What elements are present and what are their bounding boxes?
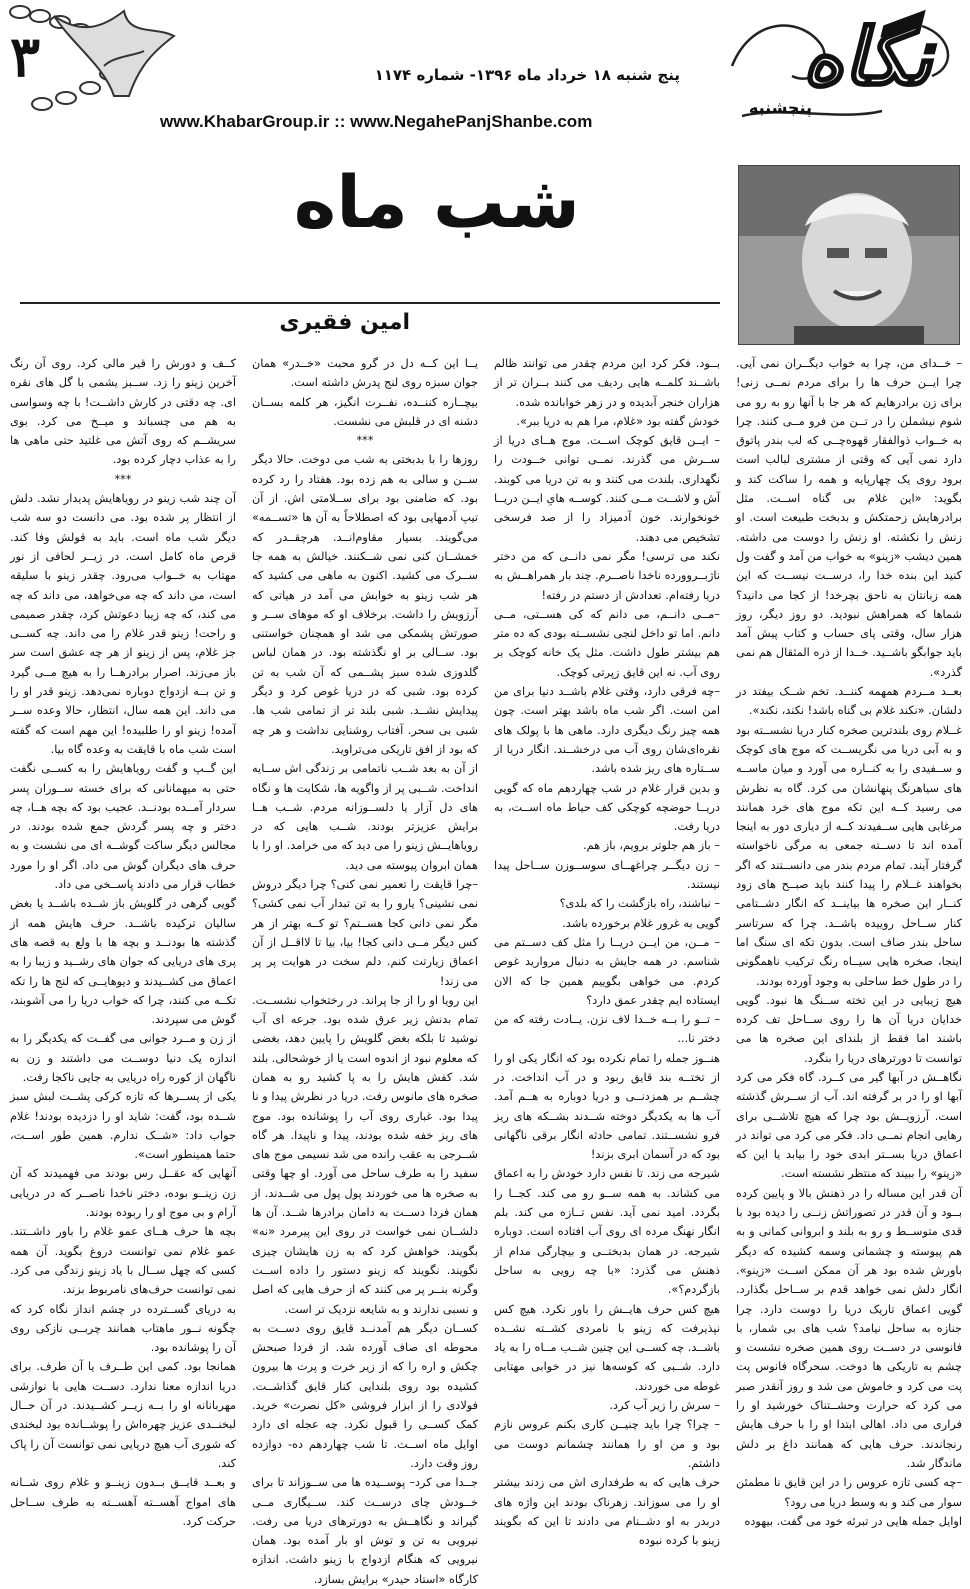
section-separator: *** bbox=[114, 472, 132, 486]
paragraph: روزها را با بدبختی به شب می دوخت. حالا دیگر ســن و سالی به هم زده بود. هفتاد را رد کرده بود. که ضامنی بود برای ســلامتی اش. از آن تیپ آدمهایی بود که اصطلاحاً به آن ها «تســمه» می‌گویند. بسیار مقاوم‌انــد. هرچقــدر که خمشــان کنی نمی شــکنند. خیالش به همه جا ســرک می کشید. اکنون به ماهی می کشید که هر شب زینو به خوابش می آمد در هیاتی که آرزویش را داشت. برخلاف او که موهای ســر و صورتش پشمکی می شد او همچنان خواستنی بود. ســالی بر او نگذشته بود. در همان لباس گلدوزی شده سبز پشــمی که آن شب به تن کرده بود. شبی که در دریا غوص کرد و دیگر پیدایش نشــد. شبی بلند تر از تمامی شب ها. شبی بی سحر. آفتاب روشنایی نداشت و هر چه که بود از افق تاریکی می‌تراوید. bbox=[252, 453, 478, 756]
paragraph: نگاهــش در آبها گیر می کــرد. گاه فکر می کرد آبها او را در بر گرفته اند. آب از ســرش گذشته است. آرزویــش بود چرا که هیچ تلاشــی برای رهایی انجام نمــی داد. فکر می کرد می تواند در اعماق دریا بســتر ابدی خود را بیابد یا این که «زینو» را ببیند که منتظر نشسته است. bbox=[736, 1070, 962, 1181]
paragraph: – باز هم جلوتر برویم، باز هم. bbox=[583, 839, 720, 853]
paragraph: همانجا بود. کمی این طــرف یا آن طرف. برای دریا اندازه معنا ندارد. دســت هایی با نوازشی مهربانانه او را بــه زیــر کشــیدند. در آن حــال لبخنــدی عزیز چهره‌اش را پوشــانده بود لبخندی که شوری آب هیچ دریایی نمی توانست آن را پاک کند. bbox=[10, 1360, 236, 1470]
paragraph: یــا این کــه دل در گرو محبت «خــدر» همان جوان سبزه روی لنج پدرش داشته است. bbox=[252, 357, 478, 390]
paragraph: آن قدر این مساله را در ذهنش بالا و پایین کرده بــود و آن قدر در تصوراتش زنــی را دیده بود با قدی متوســط و رو به بلند و ابروانی کمانی و به هم پیوسته و چشمانی وسمه کشیده که دیگر باورش شده بود هر آن ممکن اســت «زینو». انگار دلش نمی خواهد قدم بر ســاحل بگذارد. گویی اعماق تاریک دریا را دوست دارد. چرا جنازه به ساحل نیامد؟ شب های بی شمار، با فانوسی در دســت روی همین صخره نشست و چشم به تاریکی ها دوخت. سحرگاه فانوس پت پت می کرد و خاموش می شد و روز آنقدر صبر می کرد که حرارت وحشــتناک خورشید او را فراری می داد. اهالی ابتدا او را با حرف هایش رنجاندند. حرف هایی که همانند داغ بر دلش ماندگار شد. bbox=[736, 1186, 962, 1470]
paragraph: – خــدای من، چرا به خواب دیگــران نمی آیی. چرا ایــن حرف ها را برای مردم نمــی زنی! برای زن برادرهایم که هر جا با آنها رو به رو می شوم نیشملن را در تــن من فرو مــی کنند. چرا به خــواب ذوالفقار قهوه‌چــی که لب بندر پاتوق دارد نمی آیی که وقتی از مشتری لبالب است برود روی یک چهارپایه و همه را ساکت کند و بگوید: «این غلام بی گناه اســت. مثل برادرهایش زحمتکش و بدبخت طبیعت است. او زنش را نکشته. او زنش را دوست می داشته. همین دیشب «زینو» به خواب من آمد و گفت ول کنید این بنده خدا را، درســت نیســت که این همه زبانتان به ناحق بچرخد! از کجا می دانید؟ شماها که همراهش نبودید. دو روز دیگر، روز هزار سال، وقتی پای حساب و کتاب پیش آمد باید جوابگو باشــید. خــدا از ذره المثقال هم نمی گذرد». bbox=[736, 357, 962, 679]
masthead bbox=[0, 0, 970, 140]
paragraph: و بعــد قایــق بــدون زینــو و غلام روی شــانه های امواج آهســته آهســته به طرف ســاحل حرکت کرد. bbox=[10, 1476, 236, 1528]
newspaper-logo bbox=[722, 6, 962, 134]
logo-subtitle: پنجشنبه bbox=[748, 98, 812, 117]
paragraph: اوایل جمله هایی در تبرئه خود می گفت. بیهوده bbox=[744, 1514, 962, 1528]
article-body bbox=[10, 354, 962, 1586]
paragraph: بعــد مــردم همهمه کننــد. تخم شــک بیفتد در دلشان. «نکند غلام بی گناه باشد! نکند، نکند». bbox=[736, 685, 962, 718]
paragraph: این رویا او را از جا پراند. در رختخواب نشســت. تمام بدنش زیر عرق شده بود. جرعه ای آب نوشید تا بلکه بغض گلویش را پایین دهد، بغضی که معلوم نبود از اندوه است یا از خوشحالی. بلند شد. کفش هایش را به پا کشید رو به همان صخره های مانوس رفت. دریا در نظرش پیدا و نا پیدا بود. غباری روی آب را پوشانده بود. موج های ریز خفه شده بودند، پیدا و ناپیدا. هر گاه شــرجی به عقب رانده می شد نسیمی موج های سفید را به طرف ساحل می آورد. او چها وقتی به صخره ها می خوردند پول پول می شــدند. از همان فردا دســت به دامان برادرها شــد. آن ها دلشــان نمی خواست در روی این پیرمرد «نه» بگویند. خواهش کرد که به زن هایشان چیزی نگویند. نگویند که زینو دستور را داده اســت وگرنه بنــر پر می کنند که از حرف هایی که اصل و نسبی ندارند و به شایعه نزدیک تر است. bbox=[252, 993, 478, 1316]
paragraph: جــدا می کرد– پوســیده ها می ســوزاند تا برای خــودش چای درســت کند. ســیگاری مــی گیراند و نگاهــش به دورترهای دریا می رفت. نیرویی به تن و توش او بار آمده بود. همان نیرویی که هنگام ازدواج با زینو داشت. اندازه کارگاه «استاد حیدر» برایش بسازد. bbox=[252, 1476, 478, 1586]
issue-dateline: پنج شنبه ۱۸ خرداد ماه ۱۳۹۶- شماره ۱۱۷۴ bbox=[374, 66, 680, 84]
paragraph: بیچــاره کننــده، نفــرت انگیز، هر کلمه بســان دشنه ای در قلبش می نشست. bbox=[252, 395, 478, 428]
article-column-1 bbox=[736, 354, 962, 1528]
paragraph: خودش گفته بود «غلام، مرا هم به دریا ببر». bbox=[516, 414, 720, 428]
paragraph: –چه کسی تازه عروس را در این قایق نا مطمئن سوار می کند و به وسط دریا می رود؟ bbox=[736, 1476, 962, 1509]
paragraph: و بدین قرار غلام در شب چهاردهم ماه که گویی دریــا حوضچه کوچکی کف حیاط ماه اســت، به دریا رفت. bbox=[494, 781, 720, 834]
paragraph: –مــی دانــم، می دانم که کی هســتی، مــی دانم. اما تو داخل لنجی نشســته بودی که ده متر هم بیشتر طول داشت. مثل یک خانه کوچک بر روی آب. نه این قایق زپرتی کوچک. bbox=[494, 607, 720, 679]
page-number: ۳ bbox=[10, 24, 41, 90]
paragraph: – مــن، من ایــن دریــا را مثل کف دســتم می شناسم. در همه جایش به دنبال مروارید غوص کردم. می خواهی بگوییم همین جا که الان ایستاده ایم چقدر عمق دارد؟ bbox=[494, 935, 720, 1007]
paragraph: غــلام روی بلندترین صخره کنار دریا نشســته بود و به آبی دریا می نگریســت که موج های کوچک و ســفیدی را به کنــاره می آورد و میان ماســه های سیاهرنگ پنهانشان می کرد. گاه به نظرش می رسید کــه این تکه موج های خرد همانند مرغابی هایی ســفیدند کــه از دیاری دور به اینجا آمده اند تا دســته جمعی به مرگی ناخواسته گرفتار آیند. تمام مردم بندر می دانســتند که اگر بخواهند غــلام را پیدا کنند باید صبــح های زود کنــار این صخره ها بیاینــد که انگار دشــتامی کنار ســاحل روییده باشــد. چرا که سرتاسر ساحل بندر صاف است. بدون تکه ای سنگ اما اینجا، صخره هایی سیــاه رنگ ترکیب ناهمگونی را در طول خط ساحلی به وجود آورده بودند. bbox=[736, 723, 962, 988]
paragraph: – چرا؟ چرا باید چنیــن کاری بکنم عروس نازم بود و من او را همانند چشمانم دوست می داشتم. bbox=[494, 1418, 720, 1470]
paragraph: گویی به غرور غلام برخورده باشد. bbox=[562, 916, 720, 930]
paragraph: گویی گرهی در گلویش باز شــده باشــد یا بغض سالیان ترکیده باشــد. حرف هایش همه از گذشته ها بودنــد و بچه ها با ولع به قصه های پری های دریایی که جوان های رشــید و زیبا را به اعماق می کشــیدند و دیوهایــی که لنج ها را تکه تکــه می کنند، چرا که خواب دریا را می آشوبند، گوش می سپردند. bbox=[10, 897, 236, 1027]
logo-wordmark: نگاه bbox=[802, 12, 932, 103]
paragraph: کــف و دورش را قیر مالی کرد. روی آن رنگ آخرین زینو را زد. ســبز یشمی با گل های نقره ای. چه دقتی در کارش داشــت! با چه وسواسی به هم می چسباند و میــخ می کرد. بوی سریشــم که روی آتش می غلتید حتی ماهی ها را به عذاب دچار کرده بود. bbox=[10, 357, 236, 467]
paragraph: –چرا قایقت را تعمیر نمی کنی؟ چرا دیگر دروش نمی نشینی؟ یارو را به تن تبدار آب نمی کشی؟ مگر نمی دانی کجا هســتم؟ تو کــه بهتر از هر کس دیگر مــی دانی کجا! بیا، بیا تا لااقــل از آن اعماق زیارتت کنم. دلم سخت در هوایت پر پر می زند! bbox=[252, 878, 478, 988]
article-author: امین فقیری bbox=[279, 310, 410, 335]
paragraph: هنــوز جمله را تمام نکرده بود که انگار یکی او را از تختــه بند قایق ربود و در آب انداخت. در چشــم بر همزدنــی و دریا دوباره به هــم آمد. آب ها به یکدیگر دوخته شــدند بشــکه های ریز فرو نشســتند. تمامی حادثه انگار برقی ناگهانی بود که در آسمان ابری بزند! bbox=[494, 1051, 720, 1162]
paragraph: – تــو را بــه خــدا لاف نزن. یــادت رفته که من دختر نا... bbox=[494, 1013, 720, 1046]
author-portrait bbox=[738, 165, 960, 345]
title-divider bbox=[20, 302, 720, 304]
portrait-photo-icon bbox=[739, 166, 959, 344]
paragraph: کســان دیگر هم آمدنــد قایق روی دســت به محوطه ای صاف آورده شد. از فردا صبحش چکش و اره را که از زیر خرت و پرت ها بیرون کشیده بود روی بلندایی کنار قایق گذاشــت. فولادی را از ابزار فروشی «کل نصرت» خرید. کمک کســی را قبول نکرد. چه عجله ای دارد اوایل ماه اســت. تا شب چهاردهم ده- دوازده روز وقت دارد. bbox=[252, 1321, 478, 1470]
paragraph: – زن دیگــر چراغهــای سوســوزن ســاحل پیدا نیستند. bbox=[494, 858, 720, 892]
paragraph: نکند می ترسی! مگر نمی دانــی که من دختر ناژبــروورده ناخدا ناصــرم. چند بار همراهــش به دریا رفته‌ام. تعدادش از دستم در رفته! bbox=[494, 549, 720, 602]
website-urls[interactable]: www.KhabarGroup.ir :: www.NegahePanjShanbe.com bbox=[160, 112, 593, 131]
paragraph: این گــپ و گفت رویاهایش را به کســی نگفت حتی به میهمانانی که برای خسته ســوران پسر سردار آمــده بودنــد. عجیب بود که بچه هــا، چه دختر و چه پسر گردش جمع شده بودند. در مجالس دیگر ساکت گوشــه ای می نشست و به حرف های دیگران گوش می داد. اگر او را مورد خطاب قرار می دادند پاســخی می داد. bbox=[10, 762, 236, 892]
section-separator: *** bbox=[356, 434, 374, 448]
article-column-3 bbox=[252, 354, 478, 1586]
paragraph: یکی از پســرها که تازه کرکی پشــت لبش سبز شــده بود، گفت: شاید او را دزدیده بودند! غلام جواب داد: «شــک ندارم. همین طور اســت، حتما همینطور است». bbox=[10, 1090, 236, 1162]
article-column-4 bbox=[10, 354, 236, 1528]
paragraph: هیچ کس حرف هایــش را باور نکرد. هیچ کس نپذیرفت که زینو با نامردی کشــته نشــده باشــد. چه کســی این چنین شــب مــاه را به یاد دارد. شــبی که کوسه‌ها نیز در خوابی مهتابی غوطه می خوردند. bbox=[494, 1302, 720, 1393]
paragraph: – ایــن قایق کوچک اســت. موج هــای دریا از ســرش می گذرند. نمــی توانی خــودت را نگهداری. بلندت می کنند و به تن دریا می کوبند. آش و لاشــت مــی کنند. کوســه هایِ ایــن دریــا خونخوارند. خون آدمیزاد را از صد فرسخی تشخیص می دهند. bbox=[494, 434, 720, 544]
paragraph: هیچ زیبایی در این تخته ســنگ ها نبود. گویی خدایان دریا آن ها را روی ســاحل تف کرده باشند اما فقط از بلندای این صخره ها می توانست تا دورترهای دریا را بنگرد. bbox=[736, 993, 962, 1065]
paragraph: به دریای گســترده در چشم انداز نگاه کرد که چگونه نــور ماهتاب همانند چربــی نازکی روی آن را پوشانده بود. bbox=[10, 1302, 236, 1355]
paragraph: بــود. فکر کرد این مردم چقدر می توانند ظالم باشــند کلمــه هایی ردیف می کنند بــران تر از هزاران خنجر آبدیده و در زهر خوابانده شده. bbox=[494, 357, 720, 409]
paragraph: – نباشند، راه بازگشت را که بلدی؟ bbox=[559, 897, 720, 911]
paragraph: بچه ها حرف هــای عمو غلام را باور داشــتند. عمو غلام نمی توانست دروغ بگوید. آن همه کسی که چهل ســال با یاد زینو زندگی می کرد. نمی توانست حرف‌های نامربوط بزند. bbox=[10, 1225, 236, 1297]
paragraph: –چه فرقی دارد، وقتی غلام باشــد دنیا برای من امن است. اگر شب ماه باشد بهتر است. چون همه چیز رنگ دیگری دارد. ماهی ها با پولک های نقره‌ای‌شان روی آب می درخشــند. انگار دریا از ســتاره های ریز شده باشد. bbox=[494, 685, 720, 776]
paragraph: از زن و مــرد جوانی می گفــت که یکدیگر را به اندازه یک دنیا دوســت می داشتند و زن به ناگهان از کوره راه دریایی به جایی ناکجا رفت. bbox=[10, 1032, 236, 1084]
phoenix-icon bbox=[44, 6, 184, 106]
article-title: شب ماه bbox=[293, 160, 580, 244]
paragraph: از آن به بعد شــب ناتمامی بر زندگی اش ســایه انداخت. شــبی پر از واگویه ها، شکایت ها و نگاه های دل آزار یا دلســوزانه مردم. شــب هــا برایش عزیزتر بودند. شــب هایی که در رویاهایــش زینو را می دید که می خرامد. او را با همان ابروان پیوسته می دید. bbox=[252, 762, 478, 872]
paragraph: آنهایی که عقــل رس بودند می فهمیدند که آن زن زینــو بوده، دختر ناخدا ناصــر که در دریایی آرام و بی موج او را ربوده بودند. bbox=[10, 1167, 236, 1220]
article-column-2 bbox=[494, 354, 720, 1548]
paragraph: حرف هایی که به طرفداری اش می زدند بیشتر او را می سوزاند. زهرناک بودند این واژه های دربدر به او دشــنام می دادند تا این که بگویند زینو با کرده نبوده bbox=[494, 1476, 720, 1548]
paragraph: آن چند شب زینو در رویاهایش پدیدار نشد. دلش از انتظار پر شده بود. می دانست دو سه شب دیگر شب ماه است. باید به قولش وفا کند. قرص ماه کامل است. در زیــر لحافی از نور مهتاب به خــواب می‌رود. چقدر زینو با سلیقه است، می داند که چه می‌خواهد، می داند که چه می کند، که چه زیبا دعوتش کرد، چقدر صمیمی و راحت! زینو قدر غلام را می داند. چه کســی جز غلام، پس از زینو از هر چه عشق است سر باز می‌زند. اصرار برادرهــا را به هیچ مــی گیرد و تن بــه ازدواج دوباره نمی‌دهد. زینو قدر او را می داند. این همه سال، انتظار، حالا وعده ســر آمده! زینو او را طلبیده! این مهم است که گفته است شب ماه با قایقت به وعده گاه بیا. bbox=[10, 492, 236, 756]
paragraph: شیرجه می زند. تا نفس دارد خودش را به اعماق می کشاند. به همه ســو رو می کند. کجــا را بگردد. امید نمی آید. نفس تــازه می کند. بلم انگار نهنگ مرده ای روی آب افتاده است. دوباره شیرجه. در همان بدبختــی و بیچارگی مدام از ذهنش می گذرد: «با چه رویی به ساحل بازگردم؟». bbox=[494, 1167, 720, 1297]
paragraph: – سرش را زیر آب کرد. bbox=[609, 1399, 720, 1413]
